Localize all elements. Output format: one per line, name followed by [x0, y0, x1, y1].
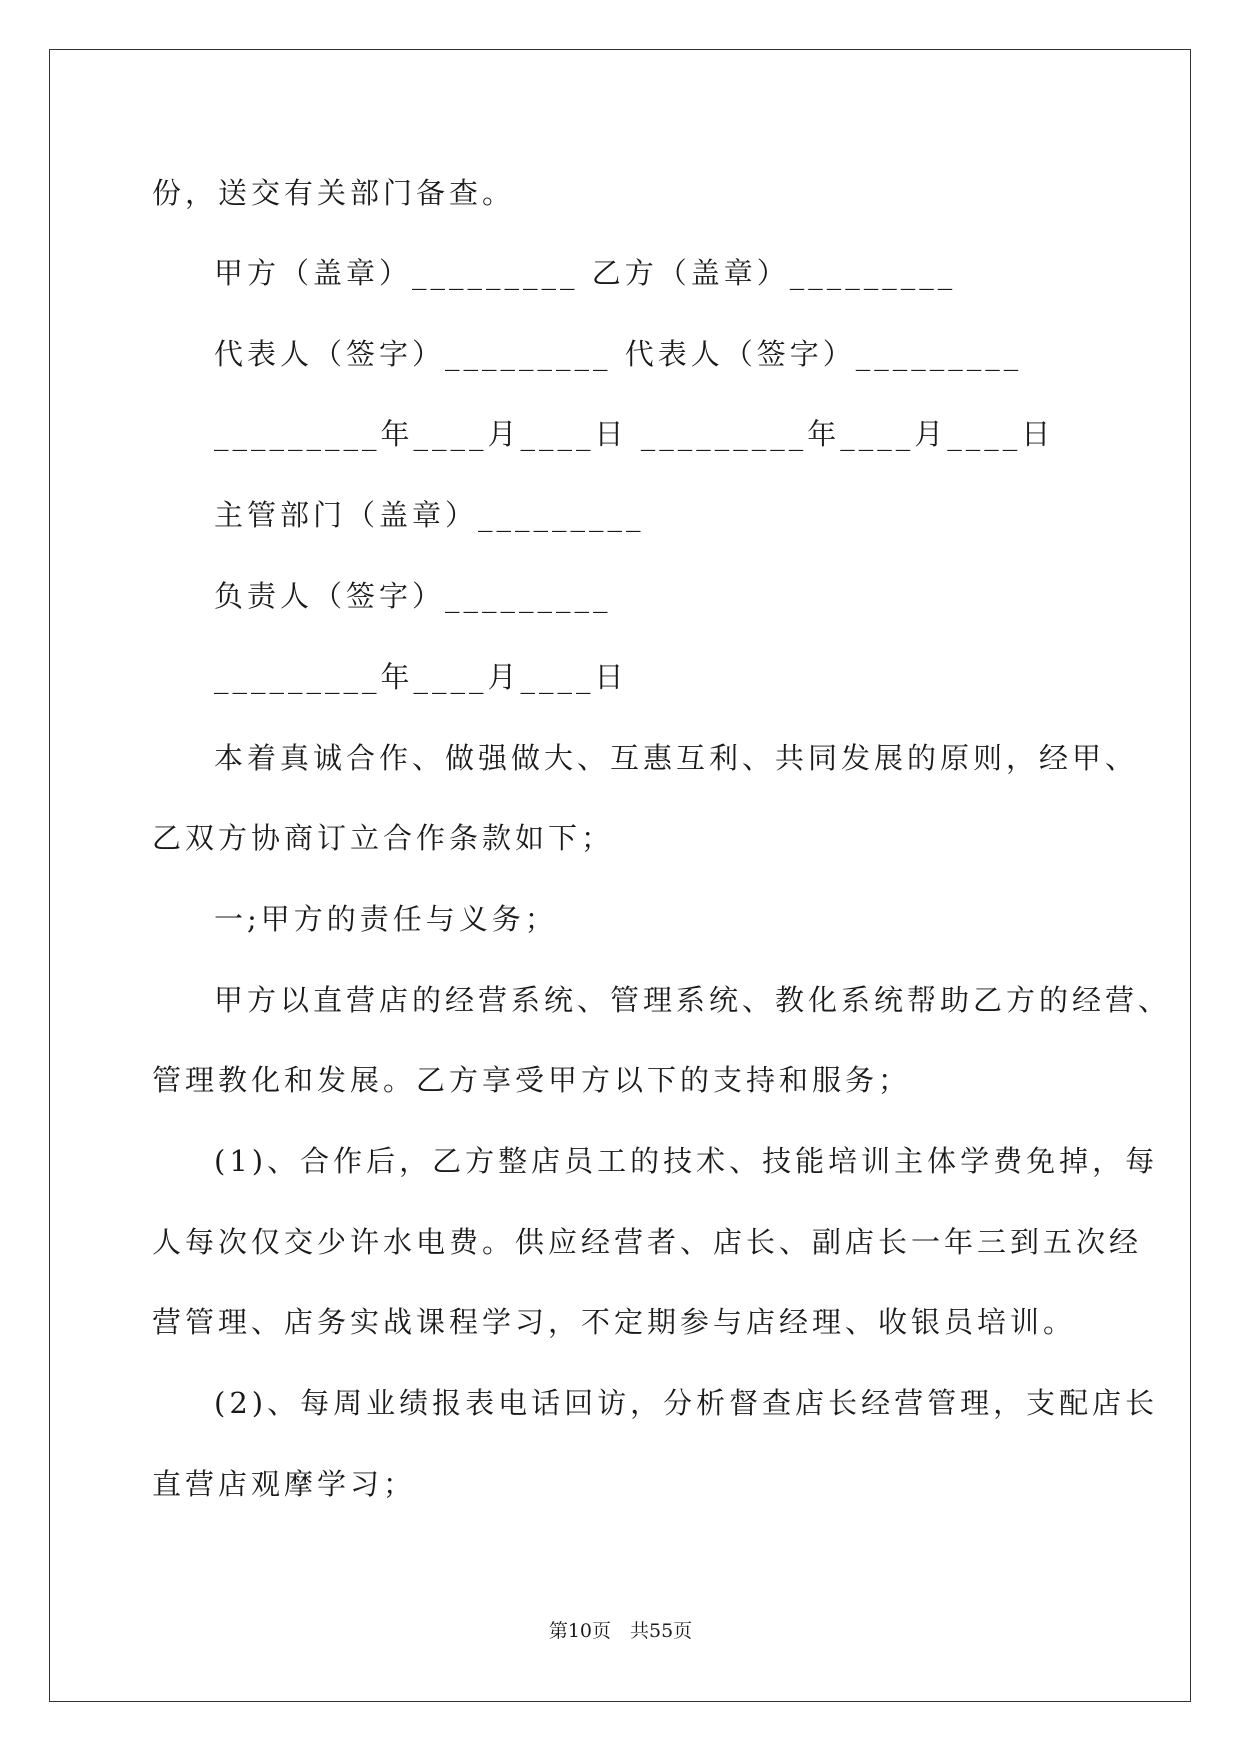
page-number: 第10页 共55页 [548, 1620, 693, 1642]
paragraph-party-a-cont: 管理教化和发展。乙方享受甲方以下的支持和服务； [152, 1063, 912, 1097]
date-line-authority: _________年____月____日 [214, 660, 628, 694]
paragraph-party-a: 甲方以直营店的经营系统、管理系统、教化系统帮助乙方的经营、 [214, 983, 1172, 1017]
clause-1-cont: 人每次仅交少许水电费。供应经营者、店长、副店长一年三到五次经 [152, 1225, 1143, 1259]
clause-1-cont: 营管理、店务实战课程学习，不定期参与店经理、收银员培训。 [152, 1305, 1077, 1339]
clause-2: (2)、每周业绩报表电话回访，分析督查店长经营管理，支配店长 [214, 1386, 1159, 1420]
clause-1: (1)、合作后，乙方整店员工的技术、技能培训主体学费免掉，每 [214, 1144, 1159, 1178]
signature-line-parties: 甲方（盖章）_________ 乙方（盖章）_________ [214, 256, 957, 290]
text-line: 份，送交有关部门备查。 [152, 176, 516, 210]
section-heading: 一;甲方的责任与义务； [214, 902, 558, 936]
clause-2-cont: 直营店观摩学习； [152, 1467, 417, 1501]
date-line-parties: _________年____月____日 _________年____月____日 [214, 417, 1055, 451]
signature-line-responsible: 负责人（签字）_________ [214, 579, 612, 613]
signature-line-representatives: 代表人（签字）_________ 代表人（签字）_________ [214, 337, 1023, 371]
page-border [49, 49, 1191, 1702]
paragraph-intro: 本着真诚合作、做强做大、互惠互利、共同发展的原则，经甲、 [214, 741, 1139, 775]
signature-line-authority: 主管部门（盖章）_________ [214, 498, 645, 532]
paragraph-intro-cont: 乙双方协商订立合作条款如下； [152, 821, 615, 855]
